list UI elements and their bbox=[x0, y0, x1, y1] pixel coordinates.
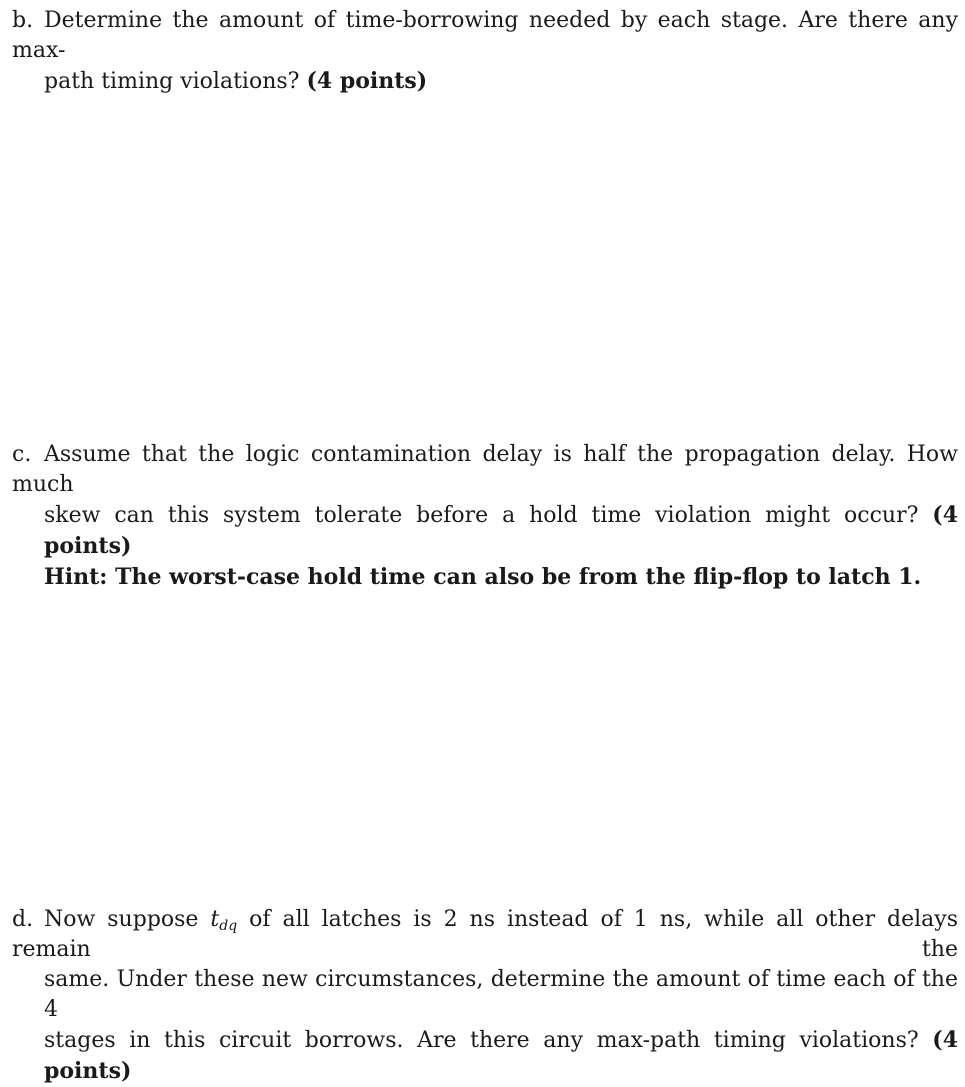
question-d-text-1a: Now suppose bbox=[44, 907, 199, 932]
question-d-text-1b: of all latches is 2 ns instead of 1 ns, while all other delays remain the bbox=[12, 907, 959, 962]
question-d bbox=[12, 905, 958, 1087]
question-c-text-2: skew can this system tolerate before a hold time violation might occur? bbox=[44, 503, 919, 528]
question-d-line-3 bbox=[12, 1025, 958, 1087]
answer-space-b bbox=[12, 70, 952, 430]
question-b-text-1: Determine the amount of time-borrowing needed by each stage. Are there any max- bbox=[12, 8, 958, 63]
question-d-line-2 bbox=[12, 965, 958, 1025]
tdq-symbol bbox=[210, 907, 237, 932]
question-d-text-2: same. Under these new circumstances, determine the amount of time each of the 4 bbox=[44, 967, 958, 1022]
question-c-hint: Hint: The worst-case hold time can also be from the flip-flop to latch 1. bbox=[44, 564, 922, 590]
question-b-line-1 bbox=[12, 6, 958, 66]
question-c-label: c. bbox=[12, 442, 32, 467]
tdq-subscript: dq bbox=[219, 918, 238, 934]
question-c-points: (4 points) bbox=[44, 502, 958, 559]
answer-space-c bbox=[12, 532, 952, 892]
question-d-line-1 bbox=[12, 905, 958, 965]
question-d-label: d. bbox=[12, 907, 34, 932]
question-c-line-1 bbox=[12, 440, 958, 500]
question-b-text-2: path timing violations? bbox=[44, 69, 300, 94]
question-b-label: b. bbox=[12, 8, 34, 33]
question-c-text-1: Assume that the logic contamination delay is half the propagation delay. How much bbox=[12, 442, 958, 497]
question-d-text-3: stages in this circuit borrows. Are there any max-path timing violations? bbox=[44, 1028, 919, 1053]
question-b-points: (4 points) bbox=[306, 68, 428, 94]
tdq-base: t bbox=[210, 907, 220, 932]
question-d-points: (4 points) bbox=[44, 1027, 958, 1084]
